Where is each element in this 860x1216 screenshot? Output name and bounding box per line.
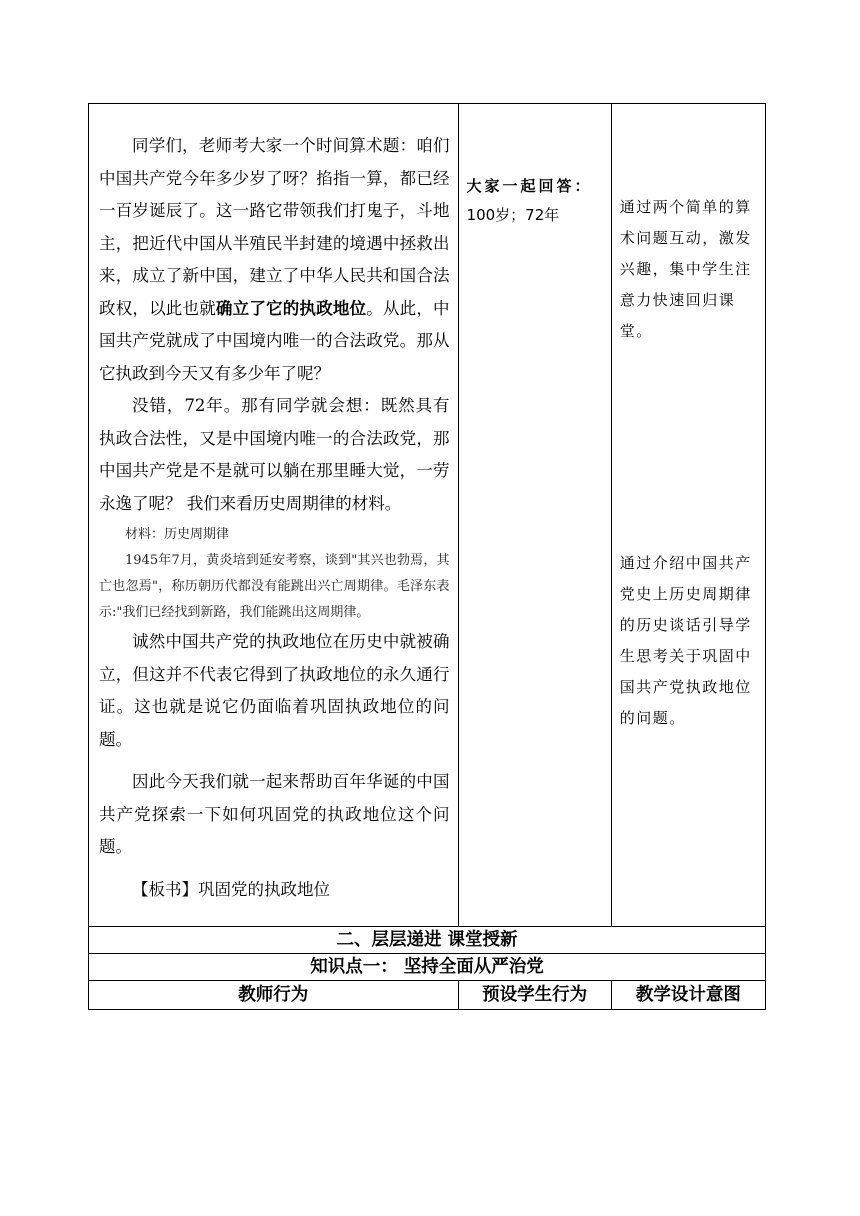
knowledge-point-row xyxy=(89,954,766,981)
board-note: 【板书】巩固党的执政地位 xyxy=(132,879,330,899)
teacher-cell xyxy=(89,104,459,927)
header-teacher: 教师行为 xyxy=(89,981,459,1010)
teacher-paragraph-1 xyxy=(99,130,450,390)
intent-text-2: 通过介绍中国共产党史上历史周期律的历史谈话引导学生思考关于巩固中国共产党执政地位的问题。 xyxy=(619,554,752,727)
material-title: 材料：历史周期律 xyxy=(125,527,230,542)
section-title: 二、层层递进 课堂授新 xyxy=(89,927,766,954)
material-body: 1945年7月，黄炎培到延安考察，谈到"其兴也勃焉，其亡也忽焉"，称历朝历代都没有能跳出兴亡周期律。毛泽东表示:"我们已经找到新路，我们能跳出这周期律。 xyxy=(99,553,450,620)
knowledge-point-title: 知识点一： 坚持全面从严治党 xyxy=(89,954,766,981)
intent-cell xyxy=(611,104,765,927)
header-intent: 教学设计意图 xyxy=(611,981,765,1010)
teacher-paragraph-1-text: 同学们，老师考大家一个时间算术题：咱们中国共产党今年多少岁了呀？掐指一算，都已经一百岁诞辰了。这一路它带领我们打鬼子，斗地主，把近代中国从半殖民半封建的境遇中拯救出来，成立了新中国，建立了中华人民共和国合法政权，以此也就 xyxy=(99,136,450,318)
header-student: 预设学生行为 xyxy=(458,981,611,1010)
teacher-paragraph-1-emphasis: 确立了它的执政地位 xyxy=(215,298,367,318)
lesson-plan-table xyxy=(88,103,766,1010)
content-row xyxy=(89,104,766,927)
intent-text-1: 通过两个简单的算术问题互动，激发兴趣，集中学生注意力快速回归课堂。 xyxy=(619,198,752,340)
student-answer-label: 大家一起回答： xyxy=(466,177,593,195)
student-answer-value: 100岁；72年 xyxy=(466,206,560,224)
section-row xyxy=(89,927,766,954)
teacher-paragraph-3: 诚然中国共产党的执政地位在历史中就被确立，但这并不代表它得到了执政地位的永久通行证。这也就是说它仍面临着巩固执政地位的问题。 xyxy=(99,632,450,749)
teacher-paragraph-4: 因此今天我们就一起来帮助百年华诞的中国共产党探索一下如何巩固党的执政地位这个问题。 xyxy=(99,772,450,856)
teacher-paragraph-2: 没错，72年。那有同学就会想：既然具有执政合法性，又是中国境内唯一的合法政党，那中国共产党是不是就可以躺在那里睡大觉，一劳永逸了呢？ 我们来看历史周期律的材料。 xyxy=(99,396,450,513)
header-row xyxy=(89,981,766,1010)
teacher-paragraph-1-tail: 。从此，中国共产党就成了中国境内唯一的合法政党。那从它执政到今天又有多少年了呢？ xyxy=(99,298,450,383)
student-cell xyxy=(458,104,611,927)
